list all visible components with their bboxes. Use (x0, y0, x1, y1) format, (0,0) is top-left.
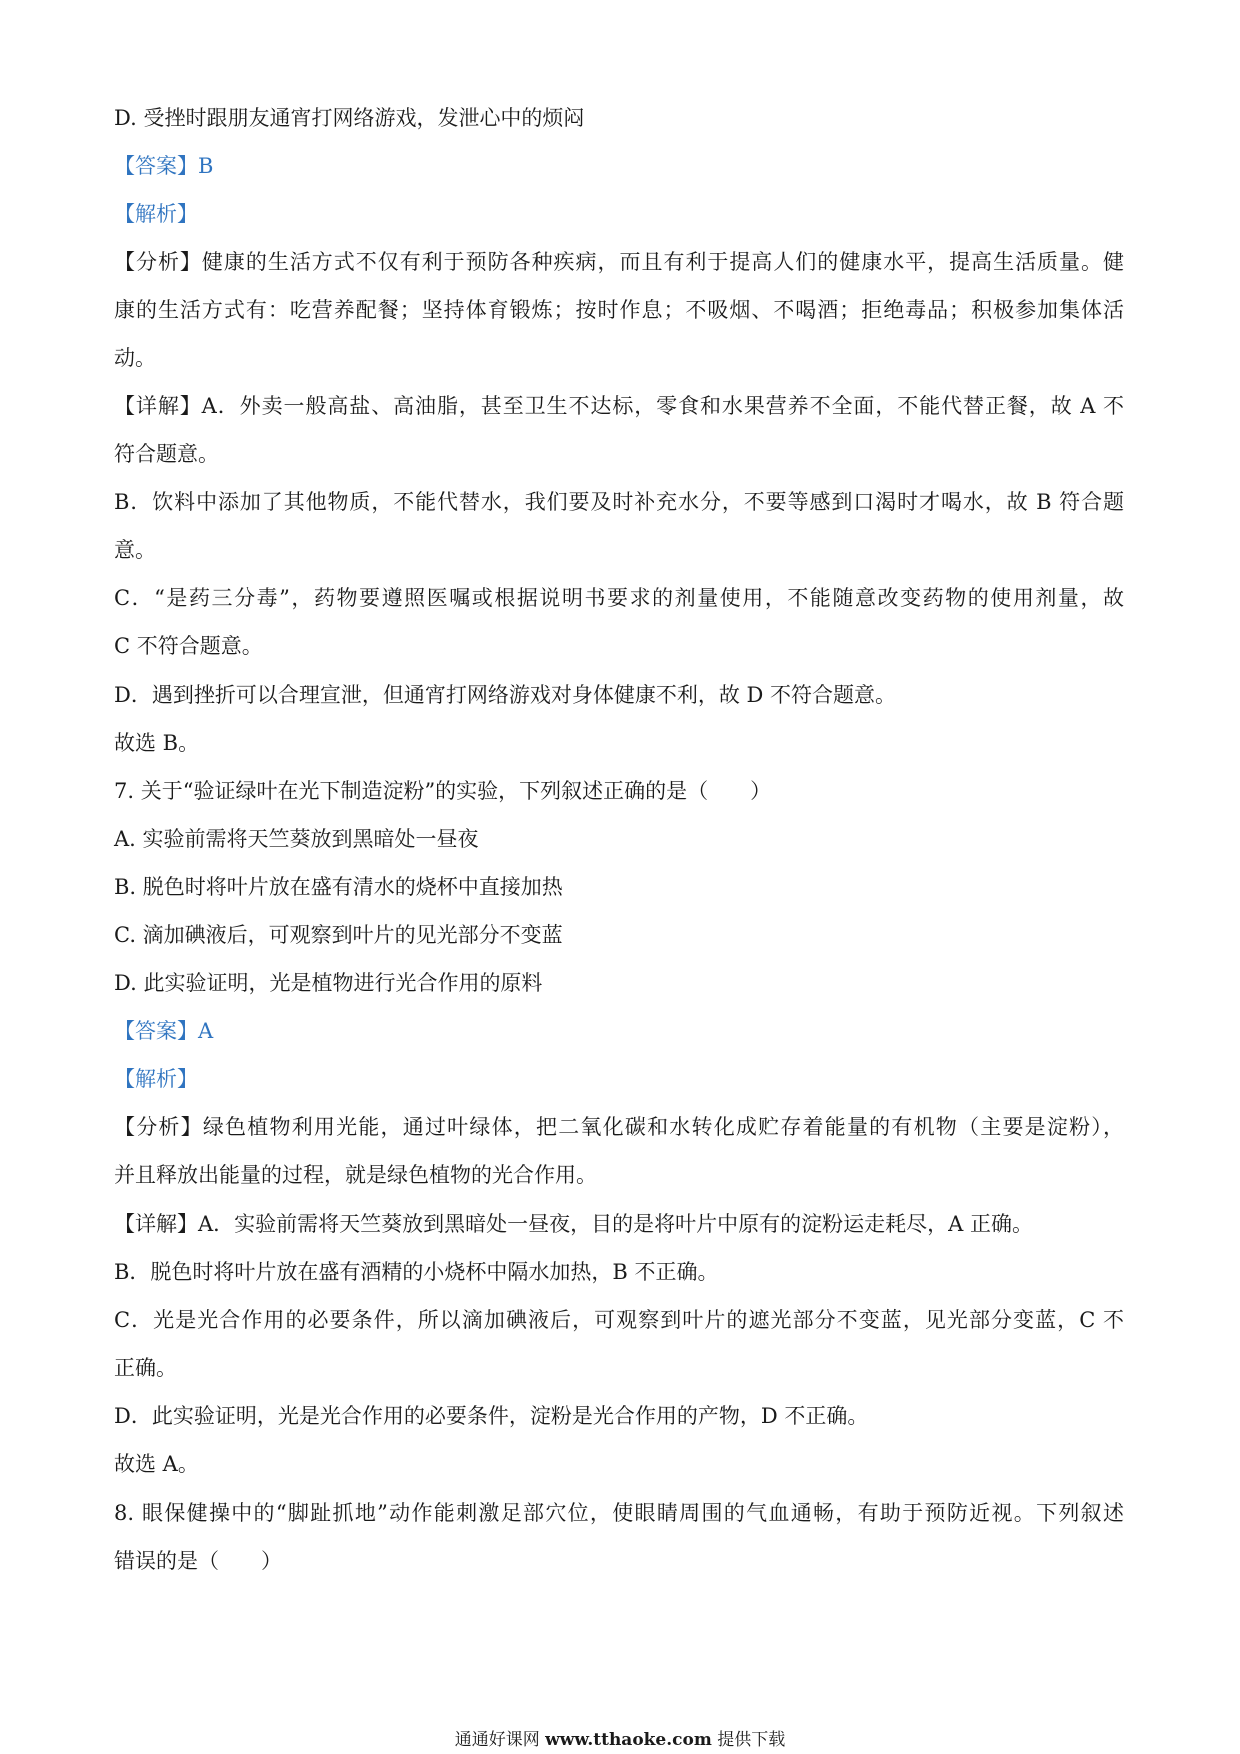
detail-q6-b-line2: 意。 (114, 538, 156, 562)
option-b-q7: B. 脱色时将叶片放在盛有清水的烧杯中直接加热 (114, 875, 563, 899)
detail-q6-c-line1: C．“是药三分毒”，药物要遵照医嘱或根据说明书要求的剂量使用，不能随意改变药物的使用剂量，故 (114, 586, 1124, 610)
detail-q7-b: B．脱色时将叶片放在盛有酒精的小烧杯中隔水加热，B 不正确。 (114, 1260, 719, 1284)
conclusion-q6: 故选 B。 (114, 731, 200, 755)
footer-suffix: 提供下载 (717, 1730, 786, 1750)
detail-q6-b-line1: B．饮料中添加了其他物质，不能代替水，我们要及时补充水分，不要等感到口渴时才喝水，故 B 符合题 (114, 490, 1124, 514)
footer-site-link[interactable]: www.tthaoke.com (545, 1730, 712, 1750)
answer-label-q6: 【答案】B (114, 154, 214, 178)
analysis-text-q6-line1: 【分析】健康的生活方式不仅有利于预防各种疾病，而且有利于提高人们的健康水平，提高生活质量。健 (114, 250, 1124, 274)
option-d-q6: D. 受挫时跟朋友通宵打网络游戏，发泄心中的烦闷 (114, 106, 585, 130)
question-8-stem-line2: 错误的是（ ） (114, 1549, 282, 1573)
option-a-q7: A. 实验前需将天竺葵放到黑暗处一昼夜 (114, 827, 479, 851)
option-d-q7: D. 此实验证明，光是植物进行光合作用的原料 (114, 971, 543, 995)
analysis-label-q7: 【解析】 (114, 1067, 198, 1091)
page-footer (0, 1729, 1240, 1751)
option-c-q7: C. 滴加碘液后，可观察到叶片的见光部分不变蓝 (114, 923, 563, 947)
answer-label-q7: 【答案】A (114, 1019, 214, 1043)
analysis-text-q7-line1: 【分析】绿色植物利用光能，通过叶绿体，把二氧化碳和水转化成贮存着能量的有机物（主要是淀粉）， (114, 1115, 1124, 1139)
detail-q7-d: D．此实验证明，光是光合作用的必要条件，淀粉是光合作用的产物，D 不正确。 (114, 1404, 869, 1428)
footer-brand: 通通好课网 (454, 1730, 540, 1750)
analysis-text-q6-line3: 动。 (114, 346, 156, 370)
detail-q7-c-line2: 正确。 (114, 1356, 177, 1380)
analysis-text-q7-line2: 并且释放出能量的过程，就是绿色植物的光合作用。 (114, 1163, 597, 1187)
conclusion-q7: 故选 A。 (114, 1452, 199, 1476)
detail-q6-a-line2: 符合题意。 (114, 442, 219, 466)
detail-q7-c-line1: C．光是光合作用的必要条件，所以滴加碘液后，可观察到叶片的遮光部分不变蓝，见光部分变蓝，C 不 (114, 1308, 1124, 1332)
detail-q7-a: 【详解】A．实验前需将天竺葵放到黑暗处一昼夜，目的是将叶片中原有的淀粉运走耗尽，A 正确。 (114, 1212, 1034, 1236)
detail-q6-c-line2: C 不符合题意。 (114, 634, 263, 658)
detail-q6-d: D．遇到挫折可以合理宣泄，但通宵打网络游戏对身体健康不利，故 D 不符合题意。 (114, 683, 897, 707)
analysis-label-q6: 【解析】 (114, 202, 198, 226)
detail-q6-a-line1: 【详解】A．外卖一般高盐、高油脂，甚至卫生不达标，零食和水果营养不全面，不能代替正餐，故 A 不 (114, 394, 1124, 418)
analysis-text-q6-line2: 康的生活方式有：吃营养配餐；坚持体育锻炼；按时作息；不吸烟、不喝酒；拒绝毒品；积极参加集体活 (114, 298, 1124, 322)
question-8-stem-line1: 8. 眼保健操中的“脚趾抓地”动作能刺激足部穴位，使眼睛周围的气血通畅，有助于预防近视。下列叙述 (114, 1501, 1124, 1525)
question-7-stem: 7. 关于“验证绿叶在光下制造淀粉”的实验，下列叙述正确的是（ ） (114, 779, 772, 803)
